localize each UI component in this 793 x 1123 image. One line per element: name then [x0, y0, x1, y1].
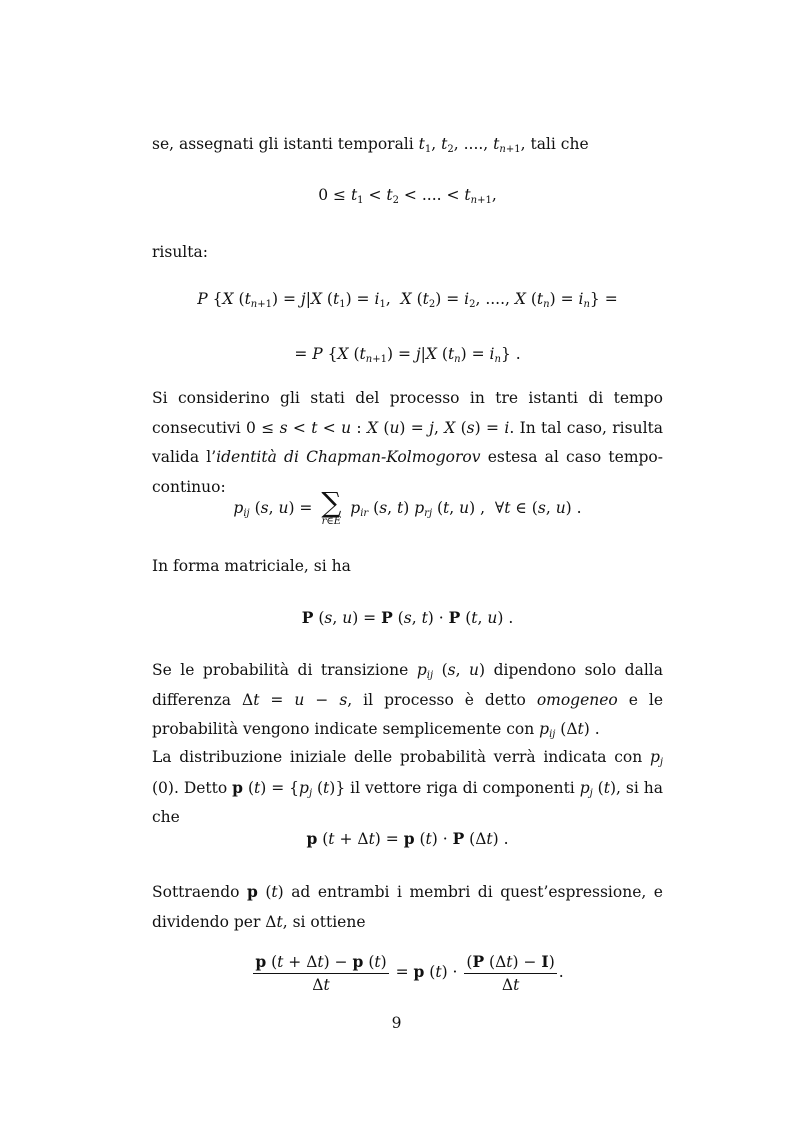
page-number: 9 [391, 1014, 402, 1032]
equation-markov-1: P {X $(t_{n+1}) = j|X$ $(t_1) = i_1$, X $(t_2) = i_2$, ...., X $(t_n) = i_n$} = [197, 290, 618, 310]
text-p4-c: , il processo è detto [347, 690, 526, 709]
text-p3: In forma matriciale, si ha [152, 557, 351, 575]
text-p6-a: Sottraendo [152, 883, 240, 901]
text-risulta: risulta: [152, 243, 208, 261]
fraction-right: $\frac{(P (\Delta t) - I)}{\Delta t}$ [466, 952, 555, 994]
paragraph-chapman: Si considerino gli stati del processo in tre istanti di tempo consecutivi 0 ≤ s < t < u : X (u) = j, X (s) = i. In tal caso, risulta valida l’identità di Chapman-Kolmogorov estesa al caso tempo-continuo: [152, 389, 664, 496]
equation-matrix: P (s, u) = P (s, t) · P (t, u) . [301, 608, 514, 627]
equation-markov-2: = P {X $(t_{n+1}) = j|X$ $(t_n) = i_n$} . [294, 345, 521, 365]
paragraph-instants: se, assegnati gli istanti temporali $t_1$, $t_2$, ...., $t_{n+1}$, tali che [152, 135, 589, 155]
text-p5-a: La distribuzione iniziale delle probabilità verrà indicata con [152, 748, 643, 766]
paragraph-matrix-form [152, 552, 663, 580]
summation-sign: ∑ r∈E [321, 486, 342, 527]
paragraph-initial-distribution: La distribuzione iniziale delle probabilità verrà indicata con $p_j$ (0). Detto p $(t) = \{p_j$ (t)} il vettore riga di componenti $p_j$ (t), si ha che [152, 748, 663, 826]
text-p6-c: , si ottiene [282, 912, 366, 931]
fraction-left: $\frac{p (t + \Delta t) - p (t)}{\Delta t}$ [255, 952, 387, 994]
equation-vector-evolution: p (t + Δt) = p (t) · P (Δt) . [306, 829, 509, 848]
text-p5-d: , si ha che [152, 778, 663, 826]
paragraph-subtracting: Sottraendo p (t) ad entrambi i membri di quest’espressione, e dividendo per Δt, si ottiene [152, 882, 663, 931]
text-p2-a: Si considerino gli stati del processo in tre istanti di tempo consecutivi [152, 389, 663, 437]
text-p2-em: identità di Chapman-Kolmogorov [216, 448, 481, 466]
text-p4-a: Se le probabilità di transizione [152, 661, 409, 679]
equation-ordering: $0 \le t_1 < t_2$ < .... < $t_{n+1}$, [318, 186, 497, 206]
text-p1: se, assegnati gli istanti temporali [152, 135, 414, 153]
paragraph-risulta [152, 238, 663, 266]
text-p2-c: estesa al caso tempo-continuo: [152, 448, 664, 496]
text-p5-b: . Detto [173, 778, 228, 797]
text-p4-em: omogeneo [536, 690, 618, 709]
text-p4-d: e le probabilità vengono indicate semplicemente con [152, 690, 664, 738]
text-p2-b: . In tal caso, risulta valida l’ [152, 418, 664, 466]
equation-chapman-kolmogorov: $p_{ij}$ (s, u) = ∑ r∈E $p_{ir}$ (s, t) $p_{rj}$ (t, u) , ∀t ∈ (s, u) . [233, 486, 582, 527]
text-p6-b: ad entrambi i membri di quest’espressione, e dividendo per [152, 883, 663, 931]
text-p5-c: il vettore riga di componenti [350, 778, 575, 797]
paragraph-homogeneous: Se le probabilità di transizione $p_{ij}$ (s, u) dipendono solo dalla differenza Δt = u − s, il processo è detto omogeneo e le probabilità vengono indicate semplicemente con $p_{ij}$ (Δt) . [152, 661, 664, 740]
text-p1-tail: , tali che [520, 135, 589, 153]
text-p4-b: dipendono solo dalla differenza [152, 661, 664, 709]
equation-difference-quotient: $\frac{p (t + \Delta t) - p (t)}{\Delta t}$ = p (t) · $\frac{(P (\Delta t) - I)}{\Delta t}$ . [255, 952, 564, 994]
